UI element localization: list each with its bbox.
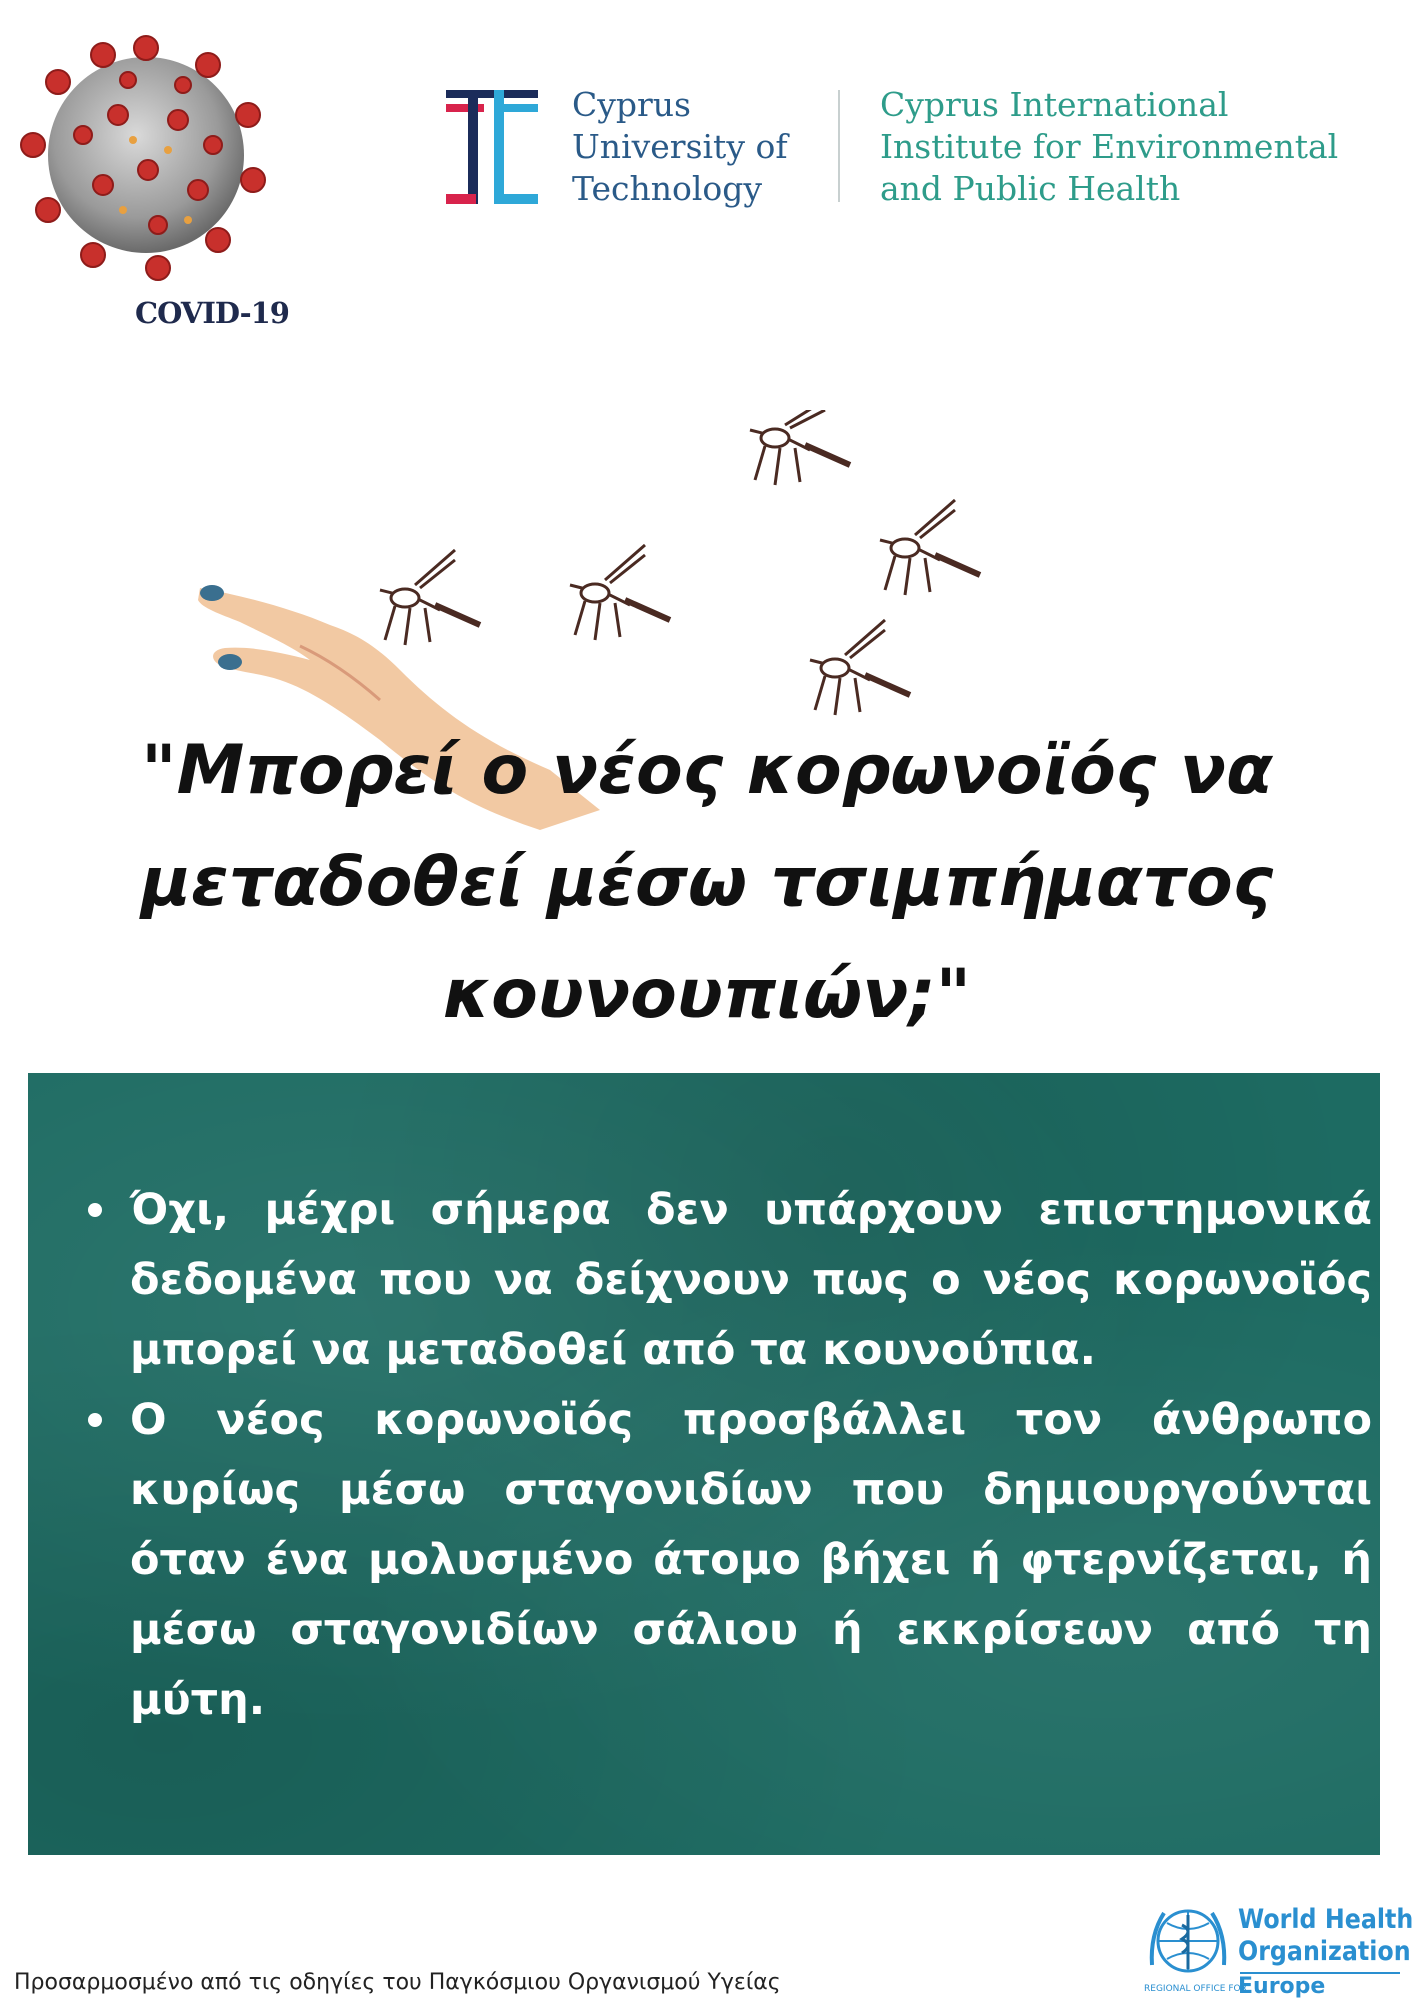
list-item [130,1385,1372,1735]
ciiehp-name-line: and Public Health [880,169,1181,208]
who-emblem-icon [1142,1895,1234,1987]
who-name-line: Organization [1238,1936,1411,1967]
chalkboard-panel [28,1073,1380,1855]
page-title [60,715,1354,1051]
fact-text: Όχι, μέχρι σήμερα δεν υπάρχουν επιστημονικά δεδομένα που να δείχνουν πως ο νέος κορωνοϊός μπορεί να μεταδοθεί από τα κουνούπια. [130,1185,1372,1375]
cut-name-line: Technology [572,169,763,208]
logo-divider [838,90,840,202]
fact-text: Ο νέος κορωνοϊός προσβάλλει τον άνθρωπο κυρίως μέσω σταγονιδίων που δημιουργούνται όταν ένα μολυσμένο άτομο βήχει ή φτερνίζεται, ή μέσω σταγονιδίων σάλιου ή εκκρίσεων από τη μύτη. [130,1395,1372,1725]
cut-name-line: Cyprus [572,85,691,124]
title-line: "Μπορεί ο νέος κορωνοϊός να [141,731,1273,810]
mosquito-icon [810,620,910,715]
title-line: κουνουπιών;" [442,955,972,1034]
bullet-icon [88,1203,102,1217]
cut-name [572,84,812,210]
bullet-icon [88,1413,102,1427]
mosquito-icon [750,410,850,485]
who-name [1238,1904,1414,1968]
ciiehp-name-line: Institute for Environmental [880,127,1339,166]
mosquito-icon [380,550,480,645]
facts-list [130,1175,1372,1735]
cut-logo-icon [446,90,538,204]
who-region: Europe [1238,1974,1326,1999]
covid-label: COVID-19 [135,296,289,330]
list-item [130,1175,1372,1385]
who-regional-prefix: REGIONAL OFFICE FOR [1144,1984,1247,1994]
source-note: Προσαρμοσμένο από τις οδηγίες του Παγκόσμιου Οργανισμού Υγείας [14,1970,781,1995]
coronavirus-image [8,20,283,290]
mosquito-icon [570,545,670,640]
mosquito-icon [880,500,980,595]
title-line: μεταδοθεί μέσω τσιμπήματος [140,843,1274,922]
ciiehp-name-line: Cyprus International [880,85,1229,124]
who-name-line: World Health [1238,1904,1414,1935]
cut-name-line: University of [572,127,788,166]
ciiehp-name [880,84,1400,210]
